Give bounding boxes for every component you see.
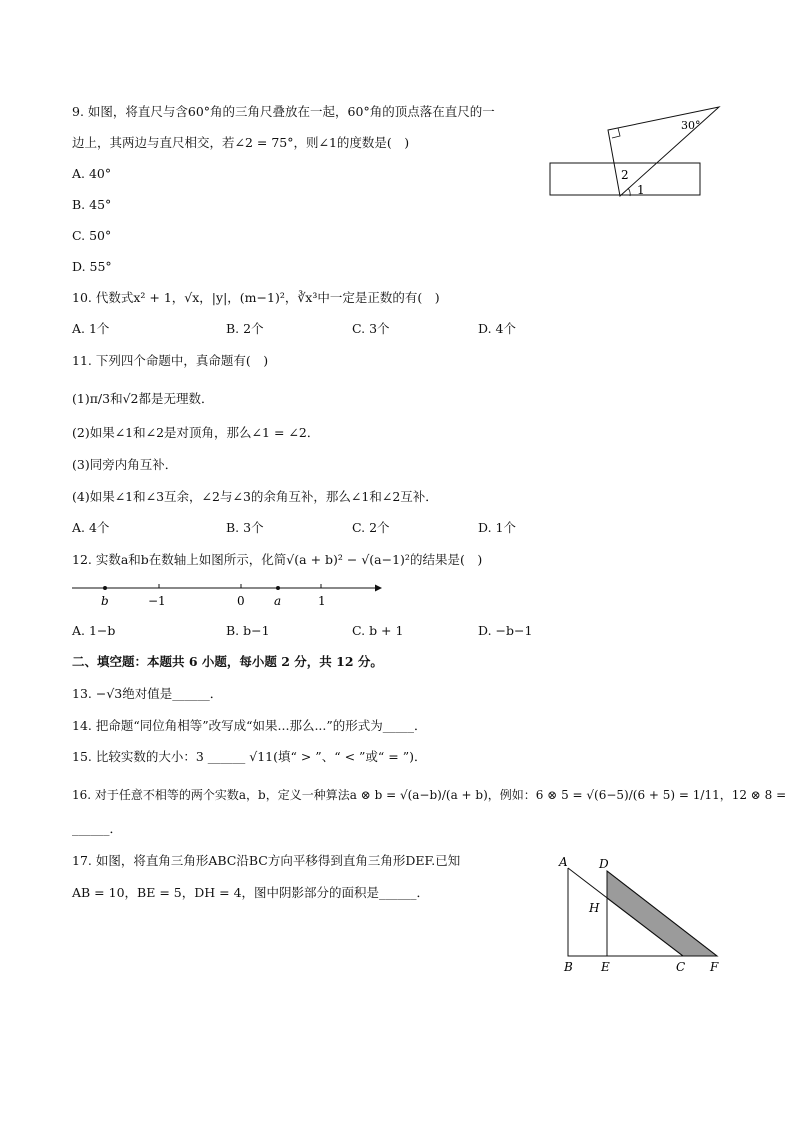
- q9-text-line1: 9. 如图，将直尺与含60°角的三角尺叠放在一起，60°角的顶点落在直尺的一: [72, 104, 495, 119]
- label-neg1: −1: [148, 594, 166, 608]
- q16-text-line1: 16. 对于任意不相等的两个实数a，b，定义一种算法a ⊗ b = √(a−b)/(a + b)，例如：6 ⊗ 5 = √(6−5)/(6 + 5) = 1/11，12 ⊗ 8 =: [72, 788, 787, 802]
- q14-text: 14. 把命题“同位角相等”改写成“如果...那么...”的形式为_____．: [72, 718, 427, 733]
- q9-option-a: A. 40°: [72, 166, 112, 181]
- q12-text: 12. 实数a和b在数轴上如图所示，化简√(a + b)² − √(a−1)²的结果是( ): [72, 552, 483, 567]
- triangle-def: [607, 871, 717, 956]
- q11-item-1: (1)π/3和√2都是无理数．: [72, 391, 214, 406]
- q11-option-a: A. 4个: [72, 520, 110, 535]
- point-b: [103, 586, 107, 590]
- label-C: C: [676, 960, 686, 974]
- q17-text-line1: 17. 如图，将直角三角形ABC沿BC方向平移得到直角三角形DEF.已知: [72, 853, 461, 868]
- q11-option-b: B. 3个: [226, 520, 264, 535]
- q10-option-d: D. 4个: [478, 321, 516, 336]
- angle-1-label: 1: [637, 183, 645, 197]
- q9-option-d: D. 55°: [72, 259, 112, 274]
- q10-text: 10. 代数式x² + 1，√x，|y|，(m−1)²，∛x³中一定是正数的有( ): [72, 290, 440, 305]
- label-A: A: [559, 855, 568, 869]
- q15-text: 15. 比较实数的大小：3 ______ √11(填“ > ”、“ < ”或“ = ”)．: [72, 749, 427, 764]
- q12-option-d: D. −b−1: [478, 623, 533, 638]
- q11-item-3: (3)同旁内角互补．: [72, 457, 178, 472]
- q17-text-line2: AB = 10，BE = 5，DH = 4，图中阴影部分的面积是______．: [72, 885, 430, 900]
- q13-text: 13. −√3绝对值是______．: [72, 686, 223, 701]
- q10-option-c: C. 3个: [352, 321, 390, 336]
- q12-option-c: C. b + 1: [352, 623, 404, 638]
- q11-item-2: (2)如果∠1和∠2是对顶角，那么∠1 = ∠2．: [72, 425, 320, 440]
- q17-translated-triangles-figure: [555, 852, 725, 977]
- label-D: D: [599, 857, 609, 871]
- q11-option-d: D. 1个: [478, 520, 516, 535]
- q11-item-4: (4)如果∠1和∠3互余，∠2与∠3的余角互补，那么∠1和∠2互补．: [72, 489, 438, 504]
- label-B: B: [564, 960, 573, 974]
- angle-2-label: 2: [621, 168, 629, 182]
- point-a: [276, 586, 280, 590]
- q10-option-b: B. 2个: [226, 321, 264, 336]
- q16-text-line2: ______．: [72, 821, 123, 836]
- label-H: H: [589, 901, 600, 915]
- q9-ruler-triangle-figure: [548, 100, 723, 200]
- angle-30-label: 30°: [681, 119, 701, 132]
- label-b: b: [101, 594, 109, 608]
- label-a: a: [274, 594, 282, 608]
- q12-option-a: A. 1−b: [72, 623, 116, 638]
- label-F: F: [710, 960, 719, 974]
- q9-text-line2: 边上，其两边与直尺相交，若∠2 = 75°，则∠1的度数是( ): [72, 135, 410, 150]
- q11-option-c: C. 2个: [352, 520, 390, 535]
- axis-arrow: [375, 585, 382, 592]
- q10-option-a: A. 1个: [72, 321, 110, 336]
- q9-option-c: C. 50°: [72, 228, 112, 243]
- q12-option-b: B. b−1: [226, 623, 270, 638]
- q9-option-b: B. 45°: [72, 197, 112, 212]
- number-line-figure: [70, 578, 390, 610]
- label-0: 0: [237, 594, 245, 608]
- label-1: 1: [318, 594, 326, 608]
- right-angle-mark: [612, 128, 620, 138]
- label-E: E: [601, 960, 610, 974]
- q11-text: 11. 下列四个命题中，真命题有( ): [72, 353, 269, 368]
- set-square: [608, 107, 719, 196]
- triangle-abc: [568, 868, 683, 956]
- section-2-heading: 二、填空题：本题共 6 小题，每小题 2 分，共 12 分。: [72, 654, 383, 669]
